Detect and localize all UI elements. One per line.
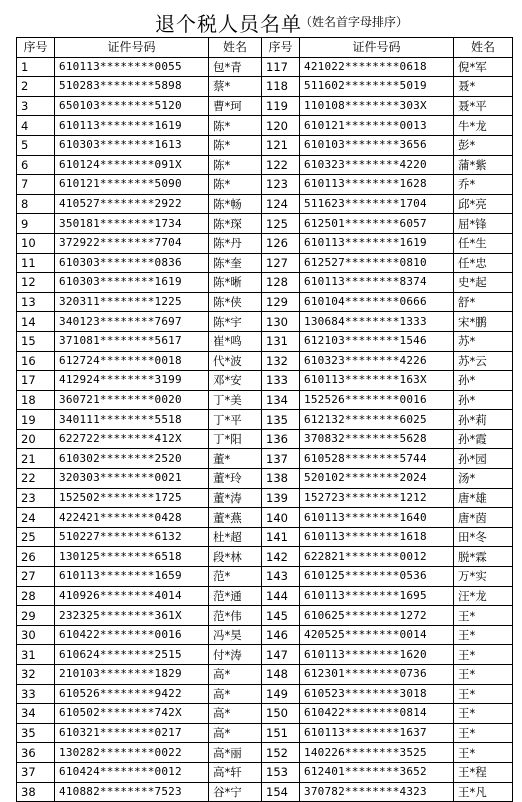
cell-no: 19 [17, 410, 55, 430]
cell-id: 410926********4014 [55, 586, 209, 606]
table-row [17, 312, 513, 332]
cell-name: 高*轩 [209, 762, 262, 782]
cell-no: 126 [262, 233, 300, 253]
cell-name: 王* [454, 704, 513, 724]
header-name-left: 姓名 [209, 38, 262, 58]
cell-no: 128 [262, 273, 300, 293]
cell-name: 高* [209, 665, 262, 685]
cell-id: 110108********303X [300, 96, 454, 116]
table-row [17, 704, 513, 724]
refund-list-table [16, 37, 513, 802]
cell-name: 王* [454, 684, 513, 704]
cell-id: 610103********3656 [300, 135, 454, 155]
cell-no: 12 [17, 273, 55, 293]
cell-id: 610113********8374 [300, 273, 454, 293]
table-row [17, 547, 513, 567]
cell-name: 丁*阳 [209, 429, 262, 449]
cell-no: 151 [262, 723, 300, 743]
cell-no: 36 [17, 743, 55, 763]
cell-id: 610113********1628 [300, 175, 454, 195]
cell-id: 210103********1829 [55, 665, 209, 685]
cell-id: 152723********1212 [300, 488, 454, 508]
cell-id: 610303********0836 [55, 253, 209, 273]
cell-id: 612103********1546 [300, 331, 454, 351]
cell-id: 412924********3199 [55, 371, 209, 391]
table-row [17, 194, 513, 214]
cell-id: 140226********3525 [300, 743, 454, 763]
cell-id: 610113********1619 [300, 233, 454, 253]
cell-name: 董* [209, 449, 262, 469]
cell-name: 包*青 [209, 57, 262, 77]
table-row [17, 390, 513, 410]
cell-name: 唐*雄 [454, 488, 513, 508]
cell-no: 34 [17, 704, 55, 724]
cell-id: 612501********6057 [300, 214, 454, 234]
cell-id: 610526********9422 [55, 684, 209, 704]
table-row [17, 351, 513, 371]
cell-id: 370782********4323 [300, 782, 454, 802]
cell-id: 410527********2922 [55, 194, 209, 214]
cell-no: 131 [262, 331, 300, 351]
cell-name: 宋*鹏 [454, 312, 513, 332]
table-row [17, 782, 513, 802]
sort-note: （姓名首字母排序） [300, 15, 409, 29]
cell-no: 18 [17, 390, 55, 410]
cell-name: 史*起 [454, 273, 513, 293]
cell-name: 崔*鸣 [209, 331, 262, 351]
cell-name: 杜*超 [209, 527, 262, 547]
cell-id: 610124********091X [55, 155, 209, 175]
cell-name: 冯*昊 [209, 625, 262, 645]
cell-name: 乔* [454, 175, 513, 195]
table-row [17, 77, 513, 97]
cell-no: 7 [17, 175, 55, 195]
cell-name: 陈* [209, 135, 262, 155]
cell-no: 139 [262, 488, 300, 508]
header-no-left: 序号 [17, 38, 55, 58]
cell-no: 124 [262, 194, 300, 214]
cell-id: 320311********1225 [55, 292, 209, 312]
table-row [17, 292, 513, 312]
header-name-right: 姓名 [454, 38, 513, 58]
cell-no: 141 [262, 527, 300, 547]
table-row [17, 645, 513, 665]
table-row [17, 57, 513, 77]
cell-no: 4 [17, 116, 55, 136]
cell-id: 610302********2520 [55, 449, 209, 469]
cell-id: 370832********5628 [300, 429, 454, 449]
table-row [17, 253, 513, 273]
cell-no: 21 [17, 449, 55, 469]
cell-no: 148 [262, 665, 300, 685]
cell-name: 聂*平 [454, 96, 513, 116]
cell-name: 王*凡 [454, 782, 513, 802]
cell-id: 372922********7704 [55, 233, 209, 253]
cell-no: 154 [262, 782, 300, 802]
cell-no: 122 [262, 155, 300, 175]
cell-no: 120 [262, 116, 300, 136]
cell-name: 丁*平 [209, 410, 262, 430]
cell-id: 610104********0666 [300, 292, 454, 312]
cell-name: 孙* [454, 371, 513, 391]
cell-id: 371081********5617 [55, 331, 209, 351]
cell-no: 33 [17, 684, 55, 704]
cell-id: 610422********0814 [300, 704, 454, 724]
table-row [17, 155, 513, 175]
cell-name: 任*生 [454, 233, 513, 253]
cell-no: 10 [17, 233, 55, 253]
table-row [17, 449, 513, 469]
cell-id: 622722********412X [55, 429, 209, 449]
cell-name: 苏*云 [454, 351, 513, 371]
cell-no: 137 [262, 449, 300, 469]
table-row [17, 665, 513, 685]
cell-id: 610113********0055 [55, 57, 209, 77]
cell-no: 142 [262, 547, 300, 567]
cell-name: 陈*畅 [209, 194, 262, 214]
cell-name: 汤* [454, 469, 513, 489]
cell-no: 15 [17, 331, 55, 351]
cell-no: 149 [262, 684, 300, 704]
cell-no: 123 [262, 175, 300, 195]
cell-no: 147 [262, 645, 300, 665]
table-row [17, 135, 513, 155]
cell-name: 王* [454, 606, 513, 626]
table-row [17, 527, 513, 547]
cell-name: 董*涛 [209, 488, 262, 508]
cell-name: 陈*丹 [209, 233, 262, 253]
table-row [17, 606, 513, 626]
cell-name: 彭* [454, 135, 513, 155]
cell-no: 14 [17, 312, 55, 332]
cell-id: 610502********742X [55, 704, 209, 724]
cell-name: 田*冬 [454, 527, 513, 547]
cell-id: 130684********1333 [300, 312, 454, 332]
cell-id: 610113********1695 [300, 586, 454, 606]
cell-id: 610113********1619 [55, 116, 209, 136]
table-row [17, 488, 513, 508]
cell-id: 410882********7523 [55, 782, 209, 802]
header-row [17, 38, 513, 58]
cell-name: 范*伟 [209, 606, 262, 626]
cell-id: 510283********5898 [55, 77, 209, 97]
cell-no: 144 [262, 586, 300, 606]
cell-id: 610624********2515 [55, 645, 209, 665]
cell-id: 610113********1640 [300, 508, 454, 528]
cell-no: 22 [17, 469, 55, 489]
cell-no: 24 [17, 508, 55, 528]
page-title: 退个税人员名单 [155, 12, 302, 36]
cell-id: 152502********1725 [55, 488, 209, 508]
cell-name: 蒲*紫 [454, 155, 513, 175]
cell-no: 152 [262, 743, 300, 763]
cell-name: 高* [209, 684, 262, 704]
table-row [17, 762, 513, 782]
table-row [17, 410, 513, 430]
cell-id: 420525********0014 [300, 625, 454, 645]
cell-name: 脱*霖 [454, 547, 513, 567]
cell-id: 610523********3018 [300, 684, 454, 704]
cell-id: 612301********0736 [300, 665, 454, 685]
cell-no: 9 [17, 214, 55, 234]
cell-no: 38 [17, 782, 55, 802]
cell-id: 612132********6025 [300, 410, 454, 430]
cell-no: 132 [262, 351, 300, 371]
cell-no: 27 [17, 567, 55, 587]
cell-id: 510227********6132 [55, 527, 209, 547]
cell-name: 孙* [454, 390, 513, 410]
cell-id: 340111********5518 [55, 410, 209, 430]
cell-name: 屈*锋 [454, 214, 513, 234]
cell-no: 25 [17, 527, 55, 547]
cell-no: 135 [262, 410, 300, 430]
cell-id: 130125********6518 [55, 547, 209, 567]
table-row [17, 743, 513, 763]
cell-id: 612527********0810 [300, 253, 454, 273]
cell-no: 17 [17, 371, 55, 391]
cell-name: 代*波 [209, 351, 262, 371]
cell-no: 1 [17, 57, 55, 77]
table-row [17, 567, 513, 587]
cell-id: 422421********0428 [55, 508, 209, 528]
table-row [17, 625, 513, 645]
cell-no: 2 [17, 77, 55, 97]
cell-name: 王* [454, 645, 513, 665]
cell-no: 146 [262, 625, 300, 645]
cell-id: 610323********4226 [300, 351, 454, 371]
cell-id: 610303********1613 [55, 135, 209, 155]
cell-id: 610121********0013 [300, 116, 454, 136]
cell-name: 邱*亮 [454, 194, 513, 214]
cell-id: 320303********0021 [55, 469, 209, 489]
cell-name: 陈*奎 [209, 253, 262, 273]
cell-no: 30 [17, 625, 55, 645]
table-row [17, 273, 513, 293]
cell-name: 陈* [209, 116, 262, 136]
cell-no: 13 [17, 292, 55, 312]
cell-id: 610113********1659 [55, 567, 209, 587]
cell-no: 145 [262, 606, 300, 626]
cell-no: 11 [17, 253, 55, 273]
cell-id: 350181********1734 [55, 214, 209, 234]
cell-name: 丁*美 [209, 390, 262, 410]
cell-no: 37 [17, 762, 55, 782]
cell-name: 范*通 [209, 586, 262, 606]
cell-no: 140 [262, 508, 300, 528]
cell-name: 孙*莉 [454, 410, 513, 430]
cell-id: 650103********5120 [55, 96, 209, 116]
cell-id: 152526********0016 [300, 390, 454, 410]
cell-id: 622821********0012 [300, 547, 454, 567]
cell-id: 520102********2024 [300, 469, 454, 489]
cell-name: 苏* [454, 331, 513, 351]
header-no-right: 序号 [262, 38, 300, 58]
cell-id: 610625********1272 [300, 606, 454, 626]
cell-no: 5 [17, 135, 55, 155]
cell-name: 段*林 [209, 547, 262, 567]
cell-id: 232325********361X [55, 606, 209, 626]
cell-name: 王* [454, 665, 513, 685]
table-body [17, 57, 513, 802]
cell-id: 610125********0536 [300, 567, 454, 587]
cell-no: 129 [262, 292, 300, 312]
cell-id: 610113********1637 [300, 723, 454, 743]
cell-no: 28 [17, 586, 55, 606]
cell-no: 20 [17, 429, 55, 449]
cell-name: 王* [454, 723, 513, 743]
cell-name: 舒* [454, 292, 513, 312]
cell-name: 陈* [209, 155, 262, 175]
table-row [17, 214, 513, 234]
cell-no: 134 [262, 390, 300, 410]
cell-id: 610424********0012 [55, 762, 209, 782]
cell-id: 421022********0618 [300, 57, 454, 77]
cell-id: 610323********4220 [300, 155, 454, 175]
cell-name: 倪*军 [454, 57, 513, 77]
table-row [17, 331, 513, 351]
table-row [17, 586, 513, 606]
cell-name: 聂* [454, 77, 513, 97]
table-row [17, 723, 513, 743]
cell-no: 117 [262, 57, 300, 77]
cell-id: 612724********0018 [55, 351, 209, 371]
cell-no: 23 [17, 488, 55, 508]
cell-no: 130 [262, 312, 300, 332]
cell-name: 陈*琛 [209, 214, 262, 234]
cell-id: 511623********1704 [300, 194, 454, 214]
cell-id: 610528********5744 [300, 449, 454, 469]
cell-name: 曹*珂 [209, 96, 262, 116]
header-id-left: 证件号码 [55, 38, 209, 58]
cell-name: 王* [454, 743, 513, 763]
cell-id: 130282********0022 [55, 743, 209, 763]
cell-no: 119 [262, 96, 300, 116]
table-row [17, 175, 513, 195]
cell-id: 610113********163X [300, 371, 454, 391]
cell-name: 董*燕 [209, 508, 262, 528]
table-row [17, 508, 513, 528]
cell-name: 陈* [209, 175, 262, 195]
cell-id: 511602********5019 [300, 77, 454, 97]
cell-name: 高* [209, 723, 262, 743]
cell-name: 孙*霞 [454, 429, 513, 449]
cell-name: 邓*安 [209, 371, 262, 391]
cell-no: 153 [262, 762, 300, 782]
cell-id: 610121********5090 [55, 175, 209, 195]
table-row [17, 469, 513, 489]
cell-id: 610303********1619 [55, 273, 209, 293]
page-header [0, 0, 522, 38]
table-row [17, 233, 513, 253]
cell-no: 26 [17, 547, 55, 567]
cell-no: 16 [17, 351, 55, 371]
cell-name: 牛*龙 [454, 116, 513, 136]
cell-no: 121 [262, 135, 300, 155]
cell-no: 125 [262, 214, 300, 234]
cell-name: 陈*晰 [209, 273, 262, 293]
cell-no: 3 [17, 96, 55, 116]
cell-name: 王* [454, 625, 513, 645]
cell-no: 143 [262, 567, 300, 587]
cell-name: 唐*茵 [454, 508, 513, 528]
cell-no: 32 [17, 665, 55, 685]
cell-no: 138 [262, 469, 300, 489]
cell-no: 6 [17, 155, 55, 175]
cell-no: 133 [262, 371, 300, 391]
cell-name: 王*程 [454, 762, 513, 782]
cell-no: 35 [17, 723, 55, 743]
cell-id: 610321********0217 [55, 723, 209, 743]
table-row [17, 116, 513, 136]
table-row [17, 684, 513, 704]
cell-name: 汪*龙 [454, 586, 513, 606]
cell-name: 付*涛 [209, 645, 262, 665]
cell-name: 高*丽 [209, 743, 262, 763]
cell-name: 范* [209, 567, 262, 587]
cell-id: 340123********7697 [55, 312, 209, 332]
cell-name: 任*忠 [454, 253, 513, 273]
cell-name: 万*实 [454, 567, 513, 587]
header-id-right: 证件号码 [300, 38, 454, 58]
cell-id: 610113********1618 [300, 527, 454, 547]
cell-id: 360721********0020 [55, 390, 209, 410]
table-row [17, 96, 513, 116]
cell-no: 8 [17, 194, 55, 214]
cell-name: 蔡* [209, 77, 262, 97]
cell-no: 118 [262, 77, 300, 97]
cell-no: 150 [262, 704, 300, 724]
cell-name: 高* [209, 704, 262, 724]
table-row [17, 371, 513, 391]
cell-no: 136 [262, 429, 300, 449]
cell-id: 610422********0016 [55, 625, 209, 645]
cell-name: 孙*园 [454, 449, 513, 469]
cell-id: 610113********1620 [300, 645, 454, 665]
cell-name: 陈*侠 [209, 292, 262, 312]
cell-no: 29 [17, 606, 55, 626]
table-row [17, 429, 513, 449]
cell-no: 31 [17, 645, 55, 665]
cell-name: 陈*宇 [209, 312, 262, 332]
cell-id: 612401********3652 [300, 762, 454, 782]
cell-name: 谷*宁 [209, 782, 262, 802]
cell-name: 董*玲 [209, 469, 262, 489]
cell-no: 127 [262, 253, 300, 273]
